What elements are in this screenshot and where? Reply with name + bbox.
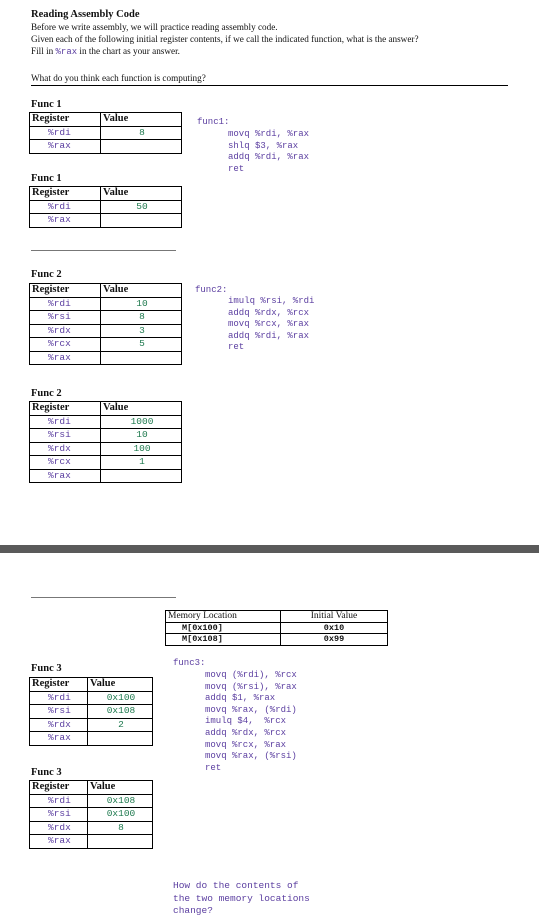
func2-table-2 bbox=[29, 401, 182, 483]
rax-answer-cell[interactable] bbox=[88, 732, 153, 746]
register-value[interactable]: 1000 bbox=[101, 415, 182, 429]
func1-table-1 bbox=[29, 112, 182, 154]
intro-line-3-pre: Fill in bbox=[31, 46, 56, 56]
rax-answer-cell[interactable] bbox=[101, 214, 182, 228]
col-memory-location: Memory Location bbox=[166, 611, 281, 623]
register-name: %rax bbox=[30, 214, 101, 228]
code-line: imulq %rsi, %rdi bbox=[228, 296, 315, 306]
col-value: Value bbox=[101, 284, 182, 298]
intro-line-2: Given each of the following initial register contents, if we call the indicated function, what is the answer? bbox=[31, 34, 419, 44]
register-value[interactable]: 10 bbox=[101, 429, 182, 443]
rax-answer-cell[interactable] bbox=[101, 469, 182, 483]
register-value[interactable]: 8 bbox=[101, 126, 182, 140]
func2-table-1-title: Func 2 bbox=[31, 269, 62, 280]
register-value[interactable]: 8 bbox=[101, 311, 182, 325]
question-line: change? bbox=[173, 905, 213, 916]
col-value: Value bbox=[101, 402, 182, 416]
code-line: addq $1, %rax bbox=[205, 693, 276, 704]
code-line: addq %rdi, %rax bbox=[228, 152, 310, 163]
code-line: addq %rdx, %rcx bbox=[228, 307, 310, 318]
register-name: %rax bbox=[30, 835, 88, 849]
separator-line bbox=[31, 597, 176, 598]
code-line: movq (%rdi), %rcx bbox=[205, 670, 297, 680]
memory-value: 0x10 bbox=[281, 622, 388, 634]
register-name: %rax bbox=[30, 732, 88, 746]
question-answer-line bbox=[31, 85, 508, 86]
code-line: movq %rdi, %rax bbox=[228, 129, 310, 139]
func1-code bbox=[228, 129, 309, 175]
register-name: %rcx bbox=[30, 338, 101, 352]
code-line: imulq $4, %rcx bbox=[205, 716, 287, 727]
code-line: addq %rdi, %rax bbox=[228, 330, 310, 341]
func3-table-2-title: Func 3 bbox=[31, 767, 62, 778]
intro-line-1: Before we write assembly, we will practice reading assembly code. bbox=[31, 22, 278, 32]
register-name: %rdi bbox=[30, 126, 101, 140]
func3-table-1 bbox=[29, 677, 153, 746]
code-line: ret bbox=[228, 163, 245, 174]
code-line: ret bbox=[205, 762, 222, 773]
func1-table-2 bbox=[29, 186, 182, 228]
func2-table-1 bbox=[29, 283, 182, 365]
code-line: movq %rcx, %rax bbox=[205, 739, 287, 750]
register-name: %rsi bbox=[30, 705, 88, 719]
col-value: Value bbox=[101, 187, 182, 201]
register-value[interactable]: 10 bbox=[101, 297, 182, 311]
page-title: Reading Assembly Code bbox=[31, 9, 140, 20]
func1-label: func1: bbox=[197, 117, 230, 127]
col-initial-value: Initial Value bbox=[281, 611, 388, 623]
rax-answer-cell[interactable] bbox=[101, 140, 182, 154]
code-line: shlq $3, %rax bbox=[228, 140, 299, 151]
register-name: %rsi bbox=[30, 429, 101, 443]
memory-location: M[0x108] bbox=[166, 634, 281, 646]
register-name: %rdx bbox=[30, 718, 88, 732]
memory-table bbox=[165, 610, 388, 646]
memory-value: 0x99 bbox=[281, 634, 388, 646]
register-name: %rdi bbox=[30, 794, 88, 808]
question-line: How do the contents of bbox=[173, 880, 299, 891]
question-text: What do you think each function is computing? bbox=[31, 73, 206, 83]
func1-table-2-title: Func 1 bbox=[31, 173, 62, 184]
register-name: %rax bbox=[30, 469, 101, 483]
register-name: %rax bbox=[30, 351, 101, 365]
code-line: movq (%rsi), %rax bbox=[205, 681, 297, 692]
code-line: ret bbox=[228, 342, 245, 353]
func2-table-2-title: Func 2 bbox=[31, 388, 62, 399]
col-register: Register bbox=[30, 284, 101, 298]
col-value: Value bbox=[88, 781, 153, 795]
func1-table-1-title: Func 1 bbox=[31, 99, 62, 110]
register-name: %rax bbox=[30, 140, 101, 154]
register-value[interactable]: 0x100 bbox=[88, 808, 153, 822]
register-name: %rsi bbox=[30, 808, 88, 822]
register-value[interactable]: 100 bbox=[101, 442, 182, 456]
col-register: Register bbox=[30, 187, 101, 201]
intro-line-3-post: in the chart as your answer. bbox=[77, 46, 180, 56]
question-line: the two memory locations bbox=[173, 892, 310, 904]
func3-label: func3: bbox=[173, 658, 206, 668]
register-value[interactable]: 0x108 bbox=[88, 794, 153, 808]
func2-code bbox=[228, 296, 314, 354]
intro-line-3 bbox=[31, 46, 180, 59]
register-value[interactable]: 50 bbox=[101, 200, 182, 214]
col-register: Register bbox=[30, 678, 88, 692]
func2-label: func2: bbox=[195, 285, 228, 295]
register-name: %rdi bbox=[30, 691, 88, 705]
memory-location: M[0x100] bbox=[166, 622, 281, 634]
register-name: %rdi bbox=[30, 297, 101, 311]
register-name: %rcx bbox=[30, 456, 101, 470]
col-value: Value bbox=[101, 113, 182, 127]
col-value: Value bbox=[88, 678, 153, 692]
col-register: Register bbox=[30, 402, 101, 416]
register-value[interactable]: 8 bbox=[88, 821, 153, 835]
register-value[interactable]: 5 bbox=[101, 338, 182, 352]
func3-code bbox=[205, 670, 297, 774]
func3-table-2 bbox=[29, 780, 153, 849]
code-line: movq %rax, (%rdi) bbox=[205, 704, 297, 715]
register-name: %rdi bbox=[30, 200, 101, 214]
page-break bbox=[0, 545, 539, 553]
code-line: movq %rax, (%rsi) bbox=[205, 751, 297, 762]
memory-change-question bbox=[173, 880, 310, 918]
register-name: %rsi bbox=[30, 311, 101, 325]
register-value[interactable]: 3 bbox=[101, 324, 182, 338]
register-name: %rdi bbox=[30, 415, 101, 429]
func3-table-1-title: Func 3 bbox=[31, 663, 62, 674]
col-register: Register bbox=[30, 781, 88, 795]
rax-answer-cell[interactable] bbox=[101, 351, 182, 365]
register-value[interactable]: 0x108 bbox=[88, 705, 153, 719]
intro-line-3-code: %rax bbox=[55, 47, 78, 57]
register-name: %rdx bbox=[30, 442, 101, 456]
code-line: movq %rcx, %rax bbox=[228, 319, 310, 330]
register-value[interactable]: 2 bbox=[88, 718, 153, 732]
col-register: Register bbox=[30, 113, 101, 127]
register-name: %rdx bbox=[30, 324, 101, 338]
register-value[interactable]: 1 bbox=[101, 456, 182, 470]
rax-answer-cell[interactable] bbox=[88, 835, 153, 849]
register-value[interactable]: 0x100 bbox=[88, 691, 153, 705]
separator-line bbox=[31, 250, 176, 251]
code-line: addq %rdx, %rcx bbox=[205, 727, 287, 738]
register-name: %rdx bbox=[30, 821, 88, 835]
